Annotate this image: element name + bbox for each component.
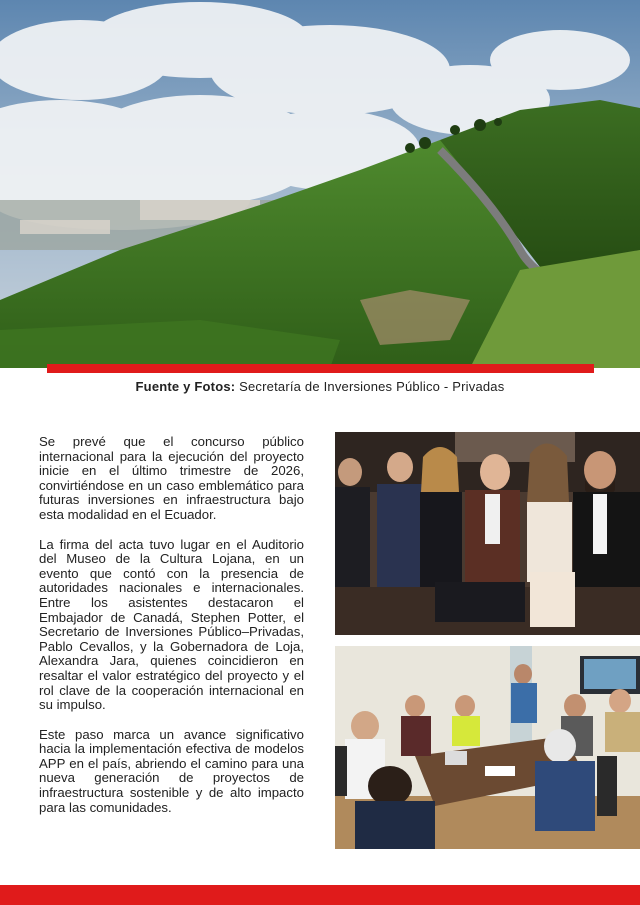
article-paragraph: Se prevé que el concurso público internacional para la ejecución del proyecto inicie en el último trimestre de 2026, convirtiéndose en un caso emblemático para futuras inversiones en infraestructura bajo esta modalidad en el Ecuador. (39, 434, 304, 522)
source-text: Secretaría de Inversiones Público - Privadas (235, 379, 505, 394)
article-body (39, 435, 304, 830)
hero-landscape-photo (0, 0, 640, 368)
red-accent-rule (47, 364, 594, 373)
article-paragraph: Este paso marca un avance significativo hacia la implementación efectiva de modelos APP en el país, abriendo el camino para una nueva generación de proyectos de infraestructura sostenible y de alto impacto para las comunidades. (39, 726, 304, 815)
red-footer-bar (0, 885, 640, 905)
auditorium-officials-photo (335, 432, 640, 635)
article-paragraph: La firma del acta tuvo lugar en el Auditorio del Museo de la Cultura Lojana, en un evento que contó con la presencia de autoridades nacionales e internacionales. Entre los asistentes destacaron el Embajador de Canadá, Stephen Potter, el Secretario de Inversiones Público–Privadas, Pablo Cevallos, y la Gobernadora de Loja, Alexandra Jara, quienes coincidieron en resaltar el valor estratégico del proyecto y el rol clave de la cooperación internacional en su impulso. (39, 536, 304, 713)
source-label: Fuente y Fotos: (135, 379, 236, 394)
meeting-room-photo (335, 646, 640, 849)
photo-source-caption (0, 379, 640, 394)
